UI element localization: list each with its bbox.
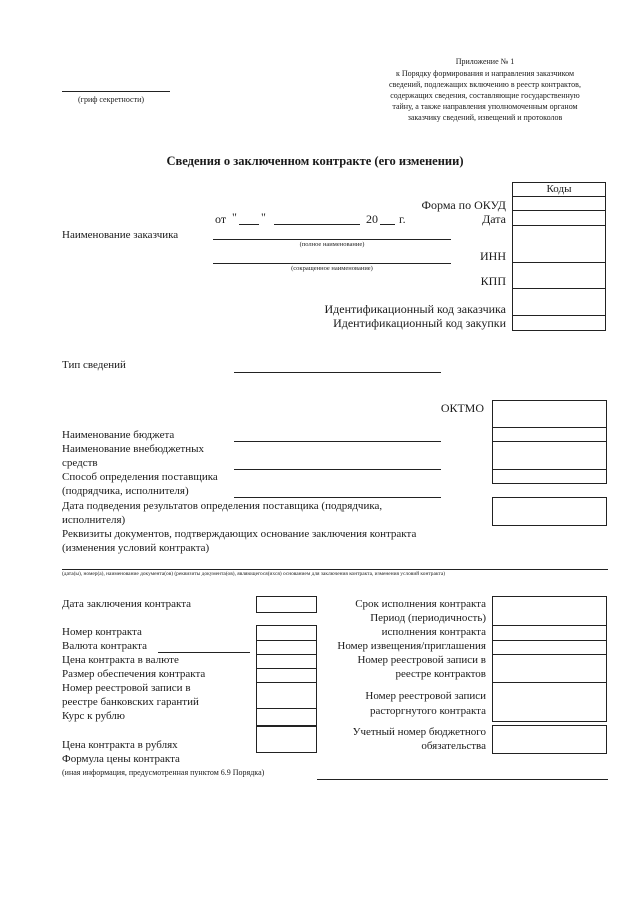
appendix-line: тайну, а также направления уполномоченным органом: [392, 102, 578, 111]
term-label: Срок исполнения контракта: [355, 598, 486, 610]
page-title: Сведения о заключенном контракте (его изменении): [166, 154, 464, 168]
month-field[interactable]: [274, 224, 360, 225]
date-label: Дата: [482, 212, 506, 226]
results-date-label-1: Дата подведения результатов определения поставщика (подрядчика,: [62, 500, 383, 512]
extrabudget-label-1: Наименование внебюджетных: [62, 443, 205, 455]
exchange-rate-label: Курс к рублю: [62, 710, 125, 722]
registry-number-label-1: Номер реестровой записи в: [357, 654, 486, 666]
oktmo-box: [492, 400, 607, 484]
okud-label: Форма по ОКУД: [421, 198, 506, 212]
conclusion-date-box[interactable]: [256, 596, 317, 613]
short-name-caption: (сокращенное наименование): [291, 265, 373, 272]
codes-divider: [512, 288, 606, 289]
other-info-caption: (иная информация, предусмотренная пунктом 6.9 Порядка): [62, 768, 265, 777]
left-box-divider: [256, 708, 317, 709]
right-box-divider: [492, 654, 607, 655]
appendix-number: Приложение № 1: [455, 57, 515, 66]
conclusion-date-label: Дата заключения контракта: [62, 598, 192, 610]
supplier-method-field[interactable]: [234, 497, 441, 498]
documents-caption: (дата(ы), номер(а), наименование документа(ов) (реквизиты документа(ов), являющегося(ихся) основанием для заключения контракта, изменения условий контракта): [62, 571, 446, 577]
year-suffix: г.: [399, 212, 406, 226]
budget-obligation-label-2: обязательства: [421, 740, 486, 752]
codes-table: [512, 182, 606, 331]
customer-full-name-field[interactable]: [213, 239, 451, 240]
price-currency-label: Цена контракта в валюте: [62, 654, 179, 666]
customer-short-name-field[interactable]: [213, 263, 451, 264]
right-box-divider: [492, 640, 607, 641]
purchase-id-label: Идентификационный код закупки: [333, 316, 506, 330]
info-type-field[interactable]: [234, 372, 441, 373]
codes-divider: [512, 262, 606, 263]
contract-number-label: Номер контракта: [62, 626, 142, 638]
documents-label-1: Реквизиты документов, подтверждающих основание заключения контракта: [62, 528, 417, 540]
price-rub-label: Цена контракта в рублях: [62, 739, 178, 751]
secrecy-caption: (гриф секретности): [78, 95, 145, 104]
supplier-method-label-2: (подрядчика, исполнителя): [62, 485, 189, 497]
budget-name-field[interactable]: [234, 441, 441, 442]
supplier-method-label-1: Способ определения поставщика: [62, 471, 218, 483]
registry-number-label-2: реестре контрактов: [395, 668, 486, 680]
codes-divider: [512, 196, 606, 197]
left-box-divider: [256, 640, 317, 641]
inn-label: ИНН: [480, 249, 506, 263]
currency-field[interactable]: [158, 652, 250, 653]
oktmo-divider: [492, 469, 607, 470]
quote: ": [261, 210, 266, 224]
appendix-line: содержащих сведения, составляющие государственную: [390, 91, 580, 100]
codes-divider: [512, 315, 606, 316]
period-label-2: исполнения контракта: [381, 626, 486, 638]
codes-header: Коды: [546, 183, 572, 195]
secrecy-line: [62, 91, 170, 92]
left-box-divider: [256, 682, 317, 683]
appendix-line: сведений, подлежащих включению в реестр контрактов,: [389, 80, 581, 89]
budget-obligation-box[interactable]: [492, 725, 607, 754]
date-from: от: [215, 212, 227, 226]
budget-name-label: Наименование бюджета: [62, 429, 175, 441]
terminated-registry-label-1: Номер реестровой записи: [365, 690, 486, 702]
results-date-label-2: исполнителя): [62, 514, 126, 526]
appendix-line: заказчику сведений, извещений и протоколов: [407, 113, 563, 122]
codes-divider: [512, 210, 606, 211]
customer-id-label: Идентификационный код заказчика: [324, 302, 506, 316]
extrabudget-label-2: средств: [62, 457, 98, 469]
notice-number-label: Номер извещения/приглашения: [337, 640, 486, 652]
right-box-divider: [492, 625, 607, 626]
price-rub-box[interactable]: [256, 726, 317, 753]
price-formula-label: Формула цены контракта: [62, 753, 180, 765]
guarantee-reg-label-1: Номер реестровой записи в: [62, 682, 191, 694]
security-size-label: Размер обеспечения контракта: [62, 668, 206, 680]
left-box-divider: [256, 668, 317, 669]
left-box-divider: [256, 654, 317, 655]
oktmo-divider: [492, 441, 607, 442]
price-formula-field[interactable]: [317, 779, 608, 780]
results-date-box[interactable]: [492, 497, 607, 526]
documents-field[interactable]: [62, 569, 608, 570]
guarantee-reg-label-2: реестре банковских гарантий: [62, 696, 199, 708]
documents-label-2: (изменения условий контракта): [62, 542, 210, 554]
right-box-divider: [492, 682, 607, 683]
appendix-line: к Порядку формирования и направления заказчиком: [395, 69, 575, 78]
period-label-1: Период (периодичность): [370, 612, 486, 624]
info-type-label: Тип сведений: [62, 359, 126, 371]
quote: ": [232, 210, 237, 224]
oktmo-divider: [492, 427, 607, 428]
right-values-box: [492, 596, 607, 722]
budget-obligation-label-1: Учетный номер бюджетного: [352, 726, 486, 738]
extrabudget-field[interactable]: [234, 469, 441, 470]
codes-divider: [512, 225, 606, 226]
oktmo-label: ОКТМО: [440, 401, 484, 415]
day-field[interactable]: [239, 224, 259, 225]
full-name-caption: (полное наименование): [299, 241, 365, 248]
year-prefix: 20: [366, 212, 378, 226]
kpp-label: КПП: [480, 274, 506, 288]
terminated-registry-label-2: расторгнутого контракта: [370, 705, 486, 717]
year-field[interactable]: [380, 224, 395, 225]
customer-name-label: Наименование заказчика: [62, 229, 179, 241]
currency-label: Валюта контракта: [62, 640, 147, 652]
